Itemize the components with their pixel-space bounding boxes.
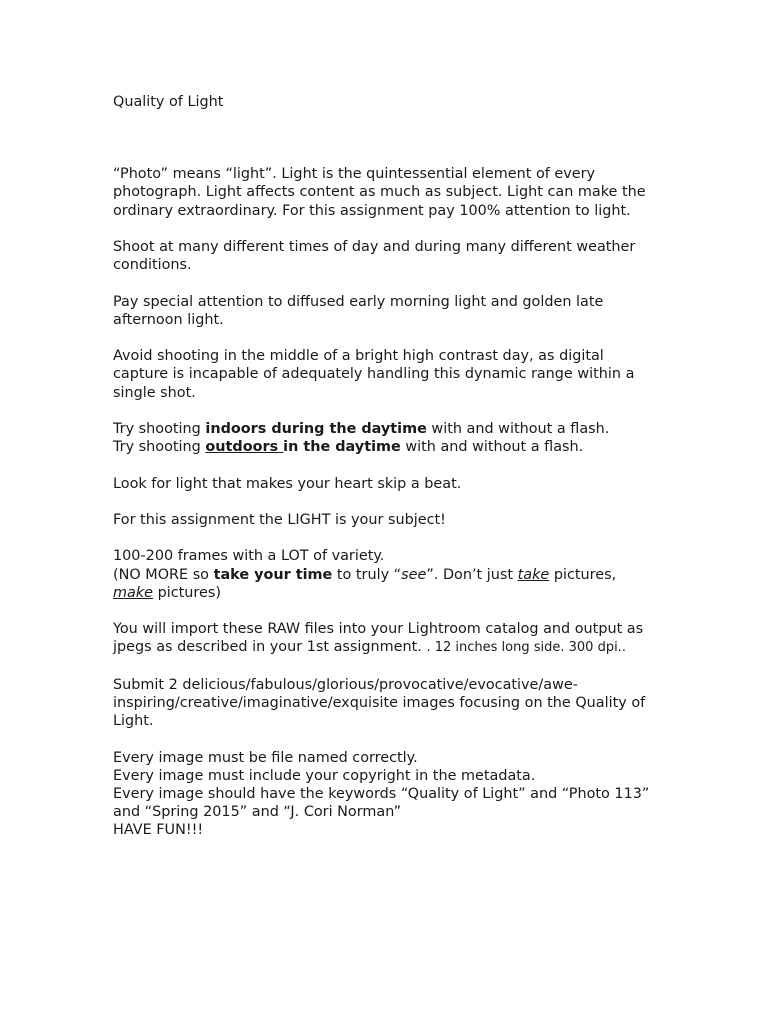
special-attention-paragraph: Pay special attention to diffused early morning light and golden late afternoon light. (113, 293, 604, 328)
try-outdoors-underlined: outdoors (205, 439, 284, 456)
frames-line-1: 100-200 frames with a LOT of variety. (113, 548, 385, 565)
rule-line: Every image should have the keywords “Quality of Light” and “Photo 113” and “Spring 2015” and “J. Cori Norman” (113, 785, 650, 821)
rule-line: Every image must include your copyright in the metadata. (113, 767, 536, 784)
frames-bold: take your time (213, 566, 333, 583)
submit-paragraph: Submit 2 delicious/fabulous/glorious/provocative/evocative/awe-inspiring/creative/imaginative/exquisite images focusing on the Quality of Light. (113, 676, 646, 730)
document-page (113, 93, 658, 840)
heart-paragraph: Look for light that makes your heart skip a beat. (113, 475, 462, 492)
rule-line: Every image must be file named correctly. (113, 749, 418, 766)
frames-mid3: pictures, (549, 566, 617, 583)
frames-see-italic: see (401, 566, 427, 583)
frames-mid2: ”. Don’t just (426, 566, 518, 583)
subject-paragraph: For this assignment the LIGHT is your subject! (113, 511, 446, 528)
frames-post: pictures) (153, 584, 221, 601)
try-shooting-block (113, 420, 658, 456)
try-outdoors-line (113, 438, 658, 456)
import-small: . 12 inches long side. 300 dpi.. (426, 640, 626, 656)
avoid-paragraph: Avoid shooting in the middle of a bright high contrast day, as digital capture is incapable of adequately handling this dynamic range within a single shot. (113, 348, 635, 401)
rules-block (113, 749, 658, 840)
try-indoors-line (113, 420, 658, 438)
try-outdoors-pre: Try shooting (113, 439, 206, 456)
frames-take: take (517, 566, 550, 583)
import-main: You will import these RAW files into your Lightroom catalog and output as jpegs as described in your 1st assignment. (113, 621, 644, 656)
try-indoors-pre: Try shooting (113, 420, 206, 437)
try-indoors-post: with and without a flash. (426, 420, 610, 437)
frames-make: make (113, 584, 154, 601)
frames-line-2 (113, 566, 658, 602)
shoot-times-paragraph: Shoot at many different times of day and during many different weather conditions. (113, 239, 636, 274)
frames-pre: (NO MORE so (113, 566, 214, 583)
rule-line: HAVE FUN!!! (113, 822, 204, 839)
document-title: Quality of Light (113, 94, 224, 110)
intro-paragraph: “Photo” means “light”. Light is the quintessential element of every photograph. Light affects content as much as subject. Light can make the ordinary extraordinary. For this assignment pay 100% attention to light. (113, 166, 646, 219)
frames-block (113, 547, 658, 602)
import-paragraph (113, 620, 658, 657)
try-indoors-bold: indoors during the daytime (205, 420, 427, 437)
try-outdoors-post: with and without a flash. (400, 439, 584, 456)
try-outdoors-bold: in the daytime (283, 439, 401, 456)
frames-mid: to truly “ (332, 566, 402, 583)
